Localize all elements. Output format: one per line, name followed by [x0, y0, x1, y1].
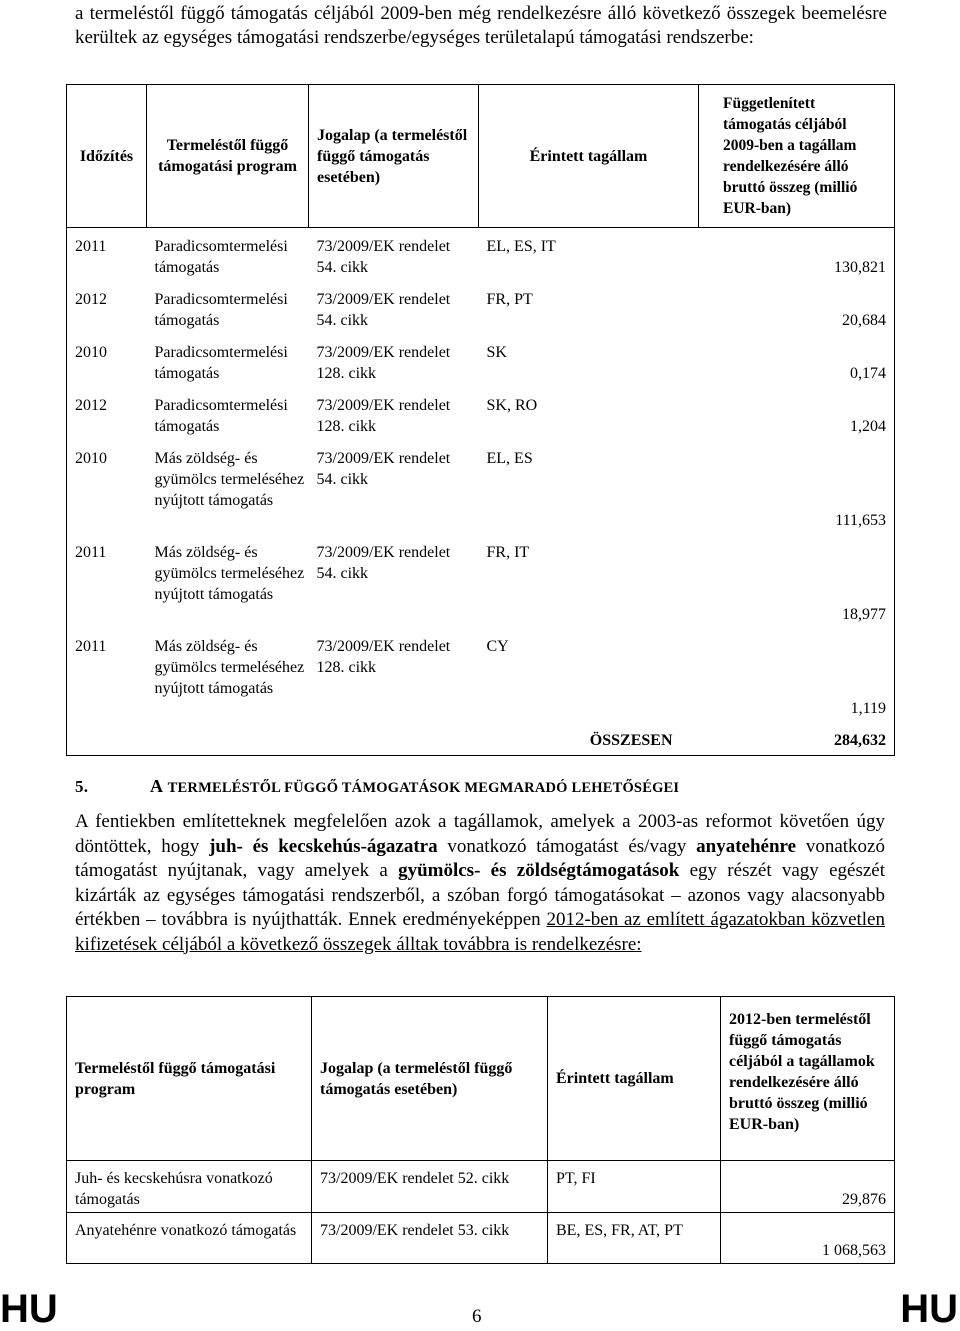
header-program: Termeléstől függő támogatási program: [147, 85, 309, 228]
member-state-cell: CY: [486, 638, 509, 655]
member-state-cell: EL, ES: [486, 450, 533, 467]
table-row: [67, 334, 895, 387]
legal-basis-cell: 73/2009/EK rendelet 54. cikk: [316, 544, 451, 582]
page-number: 6: [472, 1306, 482, 1327]
year-cell: 2011: [67, 534, 147, 628]
legal-basis-cell: 73/2009/EK rendelet 128. cikk: [316, 638, 451, 676]
decoupled-support-table: [66, 84, 895, 756]
program-cell: Más zöldség- és gyümölcs termeléséhez nyújtott támogatás: [154, 544, 305, 603]
year-cell: 2010: [67, 334, 147, 387]
member-state-cell: BE, ES, FR, AT, PT: [548, 1213, 721, 1264]
table-row: [67, 1213, 895, 1264]
legal-basis-cell: 73/2009/EK rendelet 54. cikk: [316, 450, 451, 488]
program-cell: Más zöldség- és gyümölcs termeléséhez nyújtott támogatás: [154, 450, 305, 509]
total-label: ÖSSZESEN: [479, 722, 699, 755]
header-program: Termeléstől függő támogatási program: [67, 997, 312, 1161]
amount-cell: 20,684: [699, 281, 895, 334]
program-cell: Más zöldség- és gyümölcs termeléséhez nyújtott támogatás: [154, 638, 305, 697]
section-paragraph: A fentiekben említetteknek megfelelően azok a tagállamok, amelyek a 2003-as reformot követően úgy döntöttek, hogy juh- és kecskehús-ágazatra vonatkozó támogatást és/vagy anyatehénre vonatkozó támogatást nyújtanak, vagy amelyek a gyümölcs- és zöldségtámogatások egy részét vagy egészét kizárták az egységes támogatási rendszerből, a szóban forgó támogatásokat – azonos vagy alacsonyabb értékben – továbbra is nyújthatták. Ennek eredményeképpen 2012-ben az említett ágazatokban közvetlen kifizetések céljából a következő összegek álltak továbbra is rendelkezésre:: [75, 811, 885, 955]
table-row: [67, 281, 895, 334]
table-row: [67, 440, 895, 534]
footer-language-right: HU: [900, 1287, 958, 1331]
header-member-state: Érintett tagállam: [548, 997, 721, 1161]
program-cell: Paradicsomtermelési támogatás: [154, 238, 288, 276]
amount-cell: 1,119: [699, 628, 895, 722]
program-cell: Anyatehénre vonatkozó támogatás: [67, 1213, 312, 1264]
legal-basis-cell: 73/2009/EK rendelet 54. cikk: [316, 291, 451, 329]
amount-cell: 1,204: [699, 387, 895, 440]
total-row: [67, 722, 895, 755]
member-state-cell: EL, ES, IT: [486, 238, 556, 255]
section-title-initial: A: [150, 776, 164, 796]
header-legal-basis: Jogalap (a termeléstől függő támogatás esetében): [309, 85, 479, 228]
legal-basis-cell: 73/2009/EK rendelet 128. cikk: [316, 397, 451, 435]
year-cell: 2012: [67, 281, 147, 334]
year-cell: 2012: [67, 387, 147, 440]
member-state-cell: FR, IT: [486, 544, 530, 561]
amount-cell: 111,653: [699, 440, 895, 534]
year-cell: 2011: [67, 628, 147, 722]
coupled-support-table: [66, 996, 895, 1264]
section-heading: [75, 776, 679, 797]
member-state-cell: PT, FI: [548, 1161, 721, 1213]
amount-cell: 1 068,563: [721, 1213, 895, 1264]
program-cell: Paradicsomtermelési támogatás: [154, 291, 288, 329]
table-row: [67, 387, 895, 440]
member-state-cell: SK, RO: [486, 397, 538, 414]
header-legal-basis: Jogalap (a termeléstől függő támogatás esetében): [312, 997, 548, 1161]
table-row: [67, 228, 895, 282]
amount-cell: 29,876: [721, 1161, 895, 1213]
year-cell: 2011: [67, 228, 147, 282]
header-amount: 2012-ben termeléstől függő támogatás céljából a tagállamok rendelkezésére álló bruttó összeg (millió EUR-ban): [721, 997, 895, 1161]
table-row: [67, 628, 895, 722]
table-row: [67, 1161, 895, 1213]
header-timing: Időzítés: [67, 85, 147, 228]
intro-paragraph: a termeléstől függő támogatás céljából 2009-ben még rendelkezésre álló következő összegek beemelésre kerültek az egységes támogatási rendszerbe/egységes területalapú támogatási rendszerbe:: [75, 3, 887, 48]
legal-basis-cell: 73/2009/EK rendelet 52. cikk: [312, 1161, 548, 1213]
program-cell: Paradicsomtermelési támogatás: [154, 344, 288, 382]
section-title: TERMELÉSTŐL FÜGGŐ TÁMOGATÁSOK MEGMARADÓ LEHETŐSÉGEI: [167, 780, 680, 796]
section-number: 5.: [75, 777, 89, 796]
amount-cell: 0,174: [699, 334, 895, 387]
program-cell: Paradicsomtermelési támogatás: [154, 397, 288, 435]
member-state-cell: FR, PT: [486, 291, 533, 308]
table-row: [67, 534, 895, 628]
amount-cell: 130,821: [699, 228, 895, 282]
year-cell: 2010: [67, 440, 147, 534]
header-member-state: Érintett tagállam: [479, 85, 699, 228]
amount-cell: 18,977: [699, 534, 895, 628]
header-amount: Függetlenített támogatás céljából 2009-ben a tagállam rendelkezésére álló bruttó összeg (millió EUR-ban): [699, 85, 895, 228]
legal-basis-cell: 73/2009/EK rendelet 128. cikk: [316, 344, 451, 382]
member-state-cell: SK: [486, 344, 507, 361]
program-cell: Juh- és kecskehúsra vonatkozó támogatás: [67, 1161, 312, 1213]
legal-basis-cell: 73/2009/EK rendelet 54. cikk: [316, 238, 451, 276]
total-value: 284,632: [699, 722, 895, 755]
footer-language-left: HU: [0, 1287, 58, 1331]
legal-basis-cell: 73/2009/EK rendelet 53. cikk: [312, 1213, 548, 1264]
